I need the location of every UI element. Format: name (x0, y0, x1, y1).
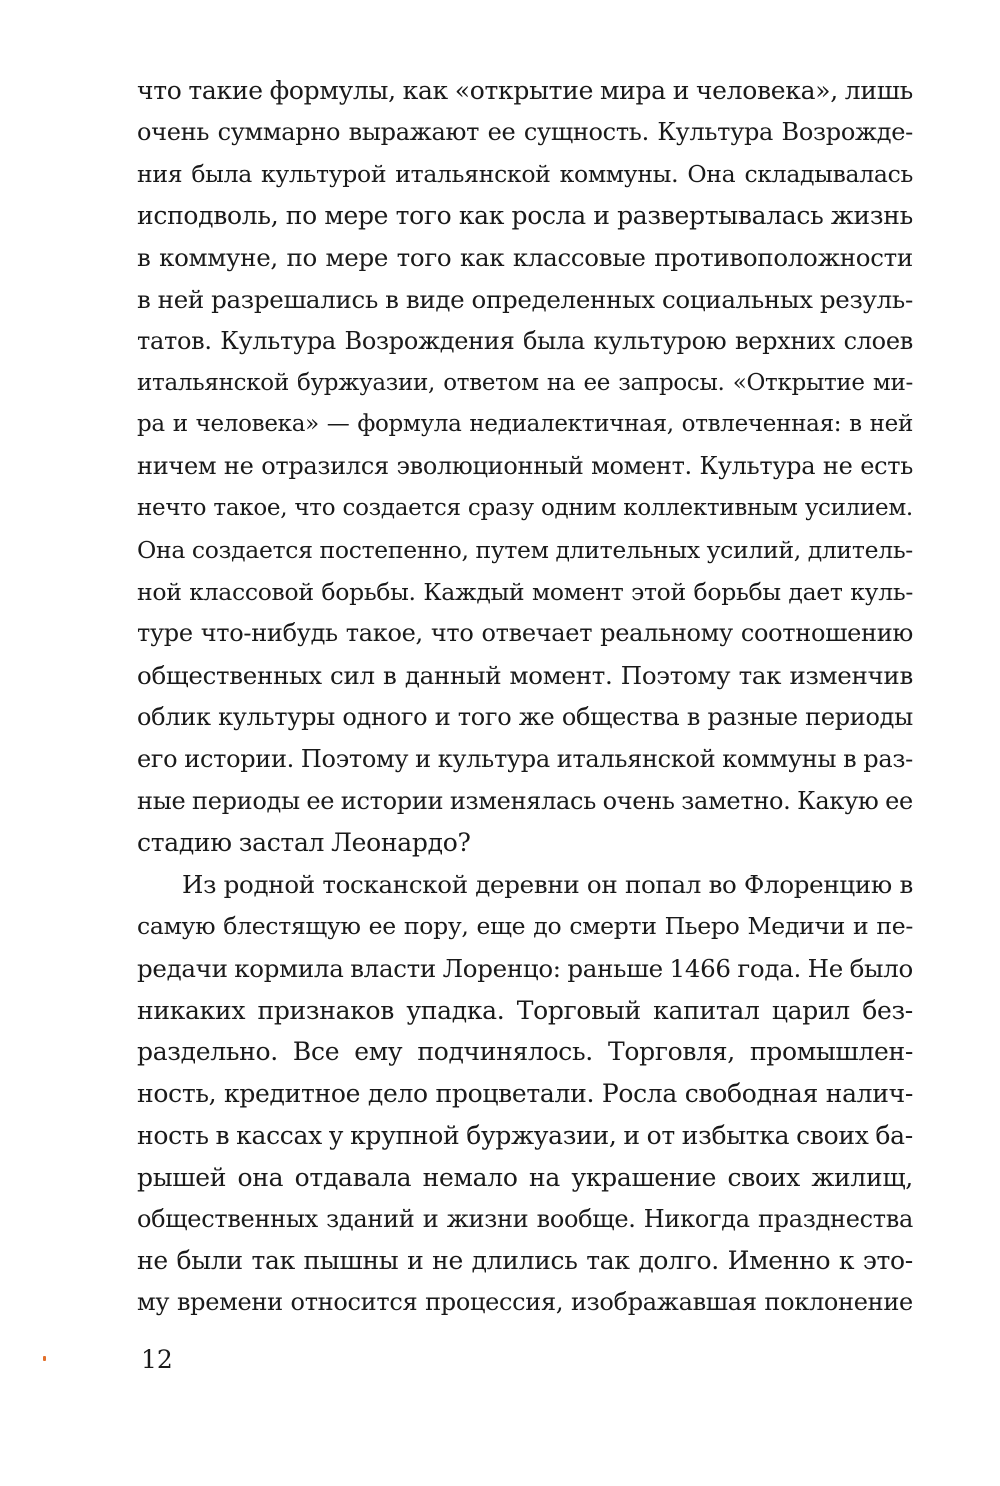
page-number: 12 (141, 1345, 173, 1374)
text-line: ные периоды ее истории изменялась очень заметно. Какую ее (137, 786, 913, 815)
text-line: в коммуне, по мере того как классовые противоположности (137, 243, 913, 273)
text-line: нечто такое, что создается сразу одним коллективным усилием. (137, 494, 913, 521)
text-line: ной классовой борьбы. Каждый момент этой борьбы дает куль- (137, 577, 913, 606)
text-line: Она создается постепенно, путем длительных усилий, длитель- (137, 535, 913, 564)
text-line: Из родной тосканской деревни он попал во Флоренцию в (182, 870, 913, 900)
scan-mark (43, 1356, 46, 1361)
text-line: редачи кормила власти Лоренцо: раньше 1466 года. Не было (137, 953, 913, 983)
text-line: туре что-нибудь такое, что отвечает реальному соотношению (137, 619, 913, 648)
text-line: ность в кассах у крупной буржуазии, и от избытка своих ба- (137, 1120, 913, 1150)
text-line: общественных зданий и жизни вообще. Никогда празднества (137, 1204, 913, 1233)
text-line: ничем не отразился эволюционный момент. Культура не есть (137, 452, 913, 481)
text-line: му времени относится процессия, изображавшая поклонение (137, 1288, 913, 1317)
text-line: ность, кредитное дело процветали. Росла свободная налич- (137, 1079, 913, 1109)
text-line: исподволь, по мере того как росла и развертывалась жизнь (137, 201, 913, 231)
text-line: ния была культурой итальянской коммуны. Она складывалась (137, 159, 913, 188)
text-line: итальянской буржуазии, ответом на ее запросы. «Открытие ми- (137, 369, 913, 396)
text-line: его истории. Поэтому и культура итальянской коммуны в раз- (137, 744, 913, 773)
text-line: общественных сил в данный момент. Поэтому так изменчив (137, 661, 913, 691)
text-line: никаких признаков упадка. Торговый капитал царил без- (137, 995, 913, 1025)
text-line: стадию застал Леонардо? (137, 828, 471, 858)
text-line: не были так пышны и не длились так долго. Именно к это- (137, 1246, 913, 1276)
text-line: раздельно. Все ему подчинялось. Торговля, промышлен- (137, 1037, 913, 1067)
text-line: облик культуры одного и того же общества в разные периоды (137, 702, 913, 731)
text-line: в ней разрешались в виде определенных социальных резуль- (137, 284, 913, 314)
text-line: что такие формулы, как «открытие мира и человека», лишь (137, 76, 913, 105)
text-line: ра и человека» — формула недиалектичная, отвлеченная: в ней (137, 411, 913, 438)
text-line: рышей она отдавала немало на украшение своих жилищ, (137, 1162, 913, 1192)
text-line: татов. Культура Возрождения была культурою верхних слоев (137, 326, 913, 355)
body-text (137, 70, 913, 1324)
text-line: самую блестящую ее пору, еще до смерти Пьеро Медичи и пе- (137, 911, 913, 940)
text-line: очень суммарно выражают ее сущность. Культура Возрожде- (137, 117, 913, 146)
